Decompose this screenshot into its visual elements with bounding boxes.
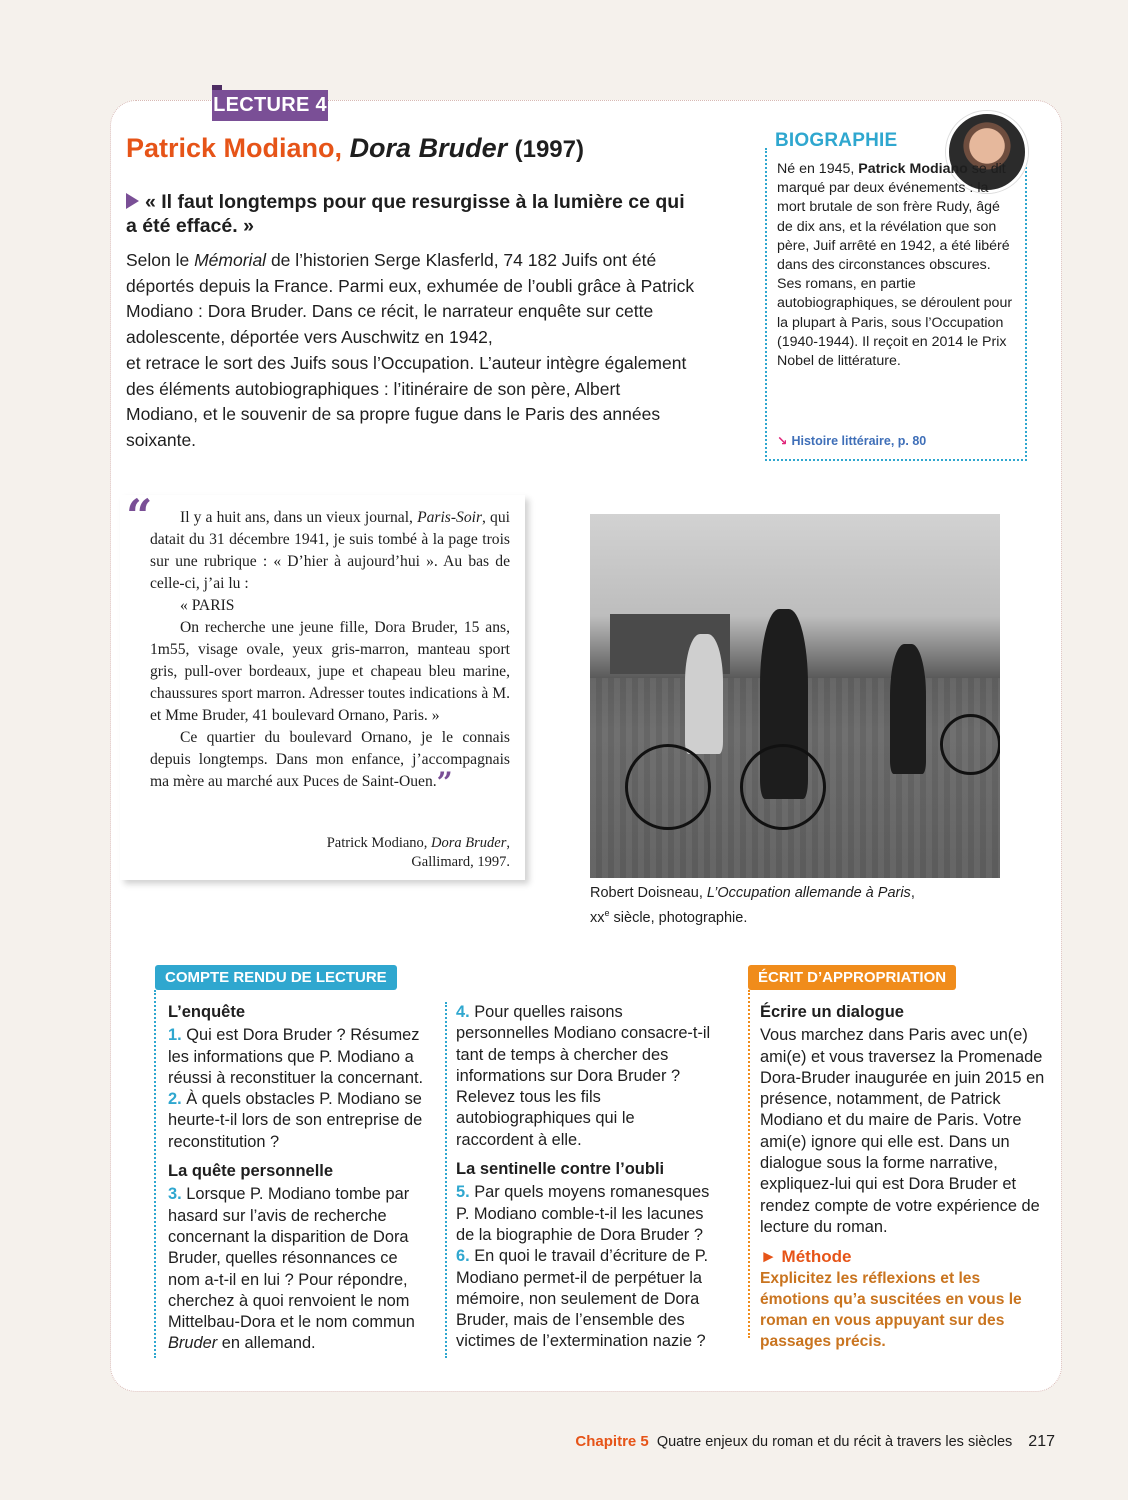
biography-link[interactable]: ↘ Histoire littéraire, p. 80 bbox=[777, 434, 927, 448]
divider bbox=[445, 1002, 447, 1358]
compte-rendu-label: COMPTE RENDU DE LECTURE bbox=[155, 965, 397, 990]
play-triangle-icon bbox=[126, 193, 139, 209]
ecrit-column: Écrire un dialogue Vous marchez dans Paris avec un(e) ami(e) et vous traversez la Promenade Dora-Bruder inaugurée en juin 2015 en présence, notamment, de Patrick Modiano et du maire de Paris. Votre ami(e) ignore qui elle est. Dans un dialogue sous la forme narrative, expliquez-lui qui est Dora Bruder et rendez compte de votre expérience de lecture du roman. ► Méthode Explicitez les réflexions et les émotions qu’a suscitées en vous le roman en vous appuyant sur des passages précis. bbox=[760, 1002, 1050, 1352]
lecture-tag: LECTURE 4 bbox=[212, 90, 328, 121]
questions-column-1: L’enquête 1. Qui est Dora Bruder ? Résumez les informations que P. Modiano a réussi à reconstituer la concernant. 2. À quels obstacles P. Modiano se heurte-t-il lors de son entreprise de reconstitution ? La quête personnelle 3. Lorsque P. Modiano tombe par hasard sur l’avis de recherche concernant la disparition de Dora Bruder, quelles résonnances ce nom a-t-il en lui ? Pour répondre, cherchez à quoi renvoient le nom Mittelbau-Dora et le nom commun Bruder en allemand. bbox=[168, 1003, 424, 1353]
open-quote-icon: “ bbox=[126, 489, 153, 543]
divider bbox=[748, 990, 750, 1338]
divider bbox=[154, 990, 156, 1358]
intro-quote: « Il faut longtemps pour que resurgisse à la lumière ce qui a été effacé. » bbox=[126, 191, 685, 237]
questions-column-2: 4. Pour quelles raisons personnelles Modiano consacre-t-il tant de temps à chercher des informations sur Dora Bruder ? Relevez tous les fils autobiographiques qui le raccordent à elle. La sentinelle contre l’oubli 5. Par quels moyens romanesques P. Modiano comble-t-il les lacunes de la biographie de Dora Bruder ? 6. En quoi le travail d’écriture de P. Modiano permet-il de perpétuer la mémoire, non seulement de Dora Bruder, mais de l’ensemble des victimes de l’extermination nazie ? bbox=[456, 1003, 711, 1351]
photo-caption: Robert Doisneau, L’Occupation allemande à Paris, $xx^e$ siècle, photographie. bbox=[590, 885, 915, 926]
intro-text: Selon le Mémorial de l’historien Serge Klasferld, 74 182 Juifs ont été déportés depuis la France. Parmi eux, exhumée de l’oubli grâce à Patrick Modiano : Dora Bruder. Dans ce récit, le narrateur enquête sur cette adolescente, déportée vers Auschwitz en 1942, et retrace le sort des Juifs sous l’Occupation. L’auteur intègre également des éléments autobiographiques : l’itinéraire de son père, Albert Modiano, et le souvenir de sa propre fugue dans le Paris des années soixante. bbox=[126, 250, 695, 450]
doisneau-photograph bbox=[590, 514, 1000, 878]
ecrit-label: ÉCRIT D’APPROPRIATION bbox=[748, 965, 956, 990]
title-year: (1997) bbox=[514, 136, 584, 163]
title-author: Patrick Modiano, bbox=[126, 133, 343, 163]
biography-title: BIOGRAPHIE bbox=[775, 130, 901, 152]
methode-text: Explicitez les réflexions et les émotions qu’a suscitées en vous le roman en vous appuyant sur des passages précis. bbox=[760, 1269, 1022, 1350]
close-quote-icon: ” bbox=[436, 766, 453, 799]
page-number: 217 bbox=[1028, 1433, 1055, 1450]
page-footer: Chapitre 5 Quatre enjeux du roman et du récit à travers les siècles 217 bbox=[575, 1433, 1055, 1450]
excerpt-source: Patrick Modiano, Dora Bruder, Gallimard, 1997. bbox=[326, 835, 510, 870]
excerpt-text: Il y a huit ans, dans un vieux journal, Paris-Soir, qui datait du 31 décembre 1941, je suis tombé à la page trois sur une rubrique : « D’hier à aujourd’hui ». Au bas de celle-ci, j’ai lu : « PARIS On recherche une jeune fille, Dora Bruder, 15 ans, 1m55, visage ovale, yeux gris-marron, manteau sport gris, pull-over bordeaux, jupe et chapeau bleu marine, chaussures sport marron. Adresser toutes indications à M. et Mme Bruder, 41 boulevard Ornano, Paris. » Ce quartier du boulevard Ornano, je le connais depuis longtemps. Dans mon enfance, j’accompagnais ma mère au marché aux Puces de Saint-Ouen.” bbox=[150, 509, 510, 799]
title-work: Dora Bruder bbox=[349, 133, 508, 163]
page-title bbox=[126, 133, 584, 164]
arrow-down-right-icon: ↘ bbox=[777, 434, 788, 448]
biography-text: Né en 1945, Patrick Modiano se dit marqué par deux événements : la mort brutale de son frère Rudy, âgé de dix ans, et la révélation que son père, Juif arrêté en 1942, a été libéré dans des circonstances obscures. Ses romans, en partie autobiographiques, se déroulent pour la plupart à Paris, sous l’Occupation (1940-1944). Il reçoit en 2014 le Prix Nobel de littérature. bbox=[777, 161, 1013, 370]
methode-heading: ► Méthode bbox=[760, 1247, 852, 1267]
